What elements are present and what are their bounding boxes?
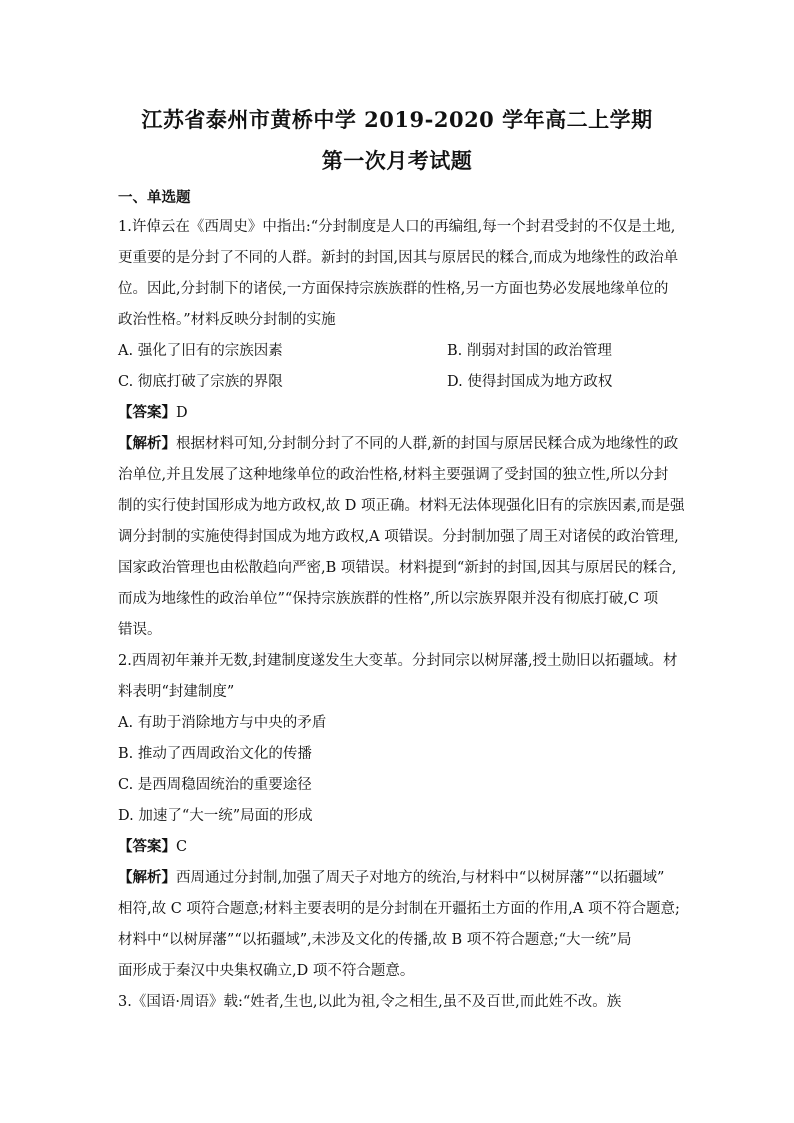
analysis-line: 而成为地缘性的政治单位”“保持宗族族群的性格”,所以宗族界限并没有彻底打破,C 项	[118, 591, 659, 607]
question-2-option-d: D. 加速了“大一统”局面的形成	[118, 808, 313, 824]
analysis-text: 根据材料可知,分封制分封了不同的人群,新的封国与原居民糅合成为地缘性的政	[176, 436, 679, 452]
analysis-line: 面形成于秦汉中央集权确立,D 项不符合题意。	[118, 963, 415, 979]
analysis-label: 【解析】	[118, 869, 176, 886]
question-1-answer	[118, 403, 678, 423]
analysis-line: 材料中“以树屏藩”“以拓疆域”,未涉及文化的传播,故 B 项不符合题意;“大一统”局	[118, 932, 632, 948]
analysis-label: 【解析】	[118, 435, 176, 452]
question-1-analysis	[118, 434, 678, 454]
question-1-line: 1.许倬云在《西周史》中指出:“分封制度是人口的再编组,每一个封君受封的不仅是土地,	[118, 219, 676, 235]
question-2-option-a: A. 有助于消除地方与中央的矛盾	[118, 715, 327, 731]
question-1-line: 位。因此,分封制下的诸侯,一方面保持宗族族群的性格,另一方面也势必发展地缘单位的	[118, 281, 669, 297]
question-3-line: 3.《国语·周语》载:“姓者,生也,以此为祖,令之相生,虽不及百世,而此姓不改。族	[118, 994, 622, 1010]
exam-title-line1: 江苏省泰州市黄桥中学 2019-2020 学年高二上学期	[141, 107, 653, 132]
analysis-line: 相符,故 C 项符合题意;材料主要表明的是分封制在开疆拓土方面的作用,A 项不符合题意;	[118, 901, 680, 917]
question-1-option-d: D. 使得封国成为地方政权	[447, 374, 613, 390]
analysis-line: 错误。	[118, 622, 162, 638]
question-1-option-c: C. 彻底打破了宗族的界限	[118, 374, 283, 390]
answer-value: D	[176, 405, 188, 421]
question-2-line: 料表明“封建制度”	[118, 684, 235, 700]
answer-label: 【答案】	[118, 838, 176, 855]
question-1-option-a: A. 强化了旧有的宗族因素	[118, 343, 283, 359]
question-1-line: 政治性格。”材料反映分封制的实施	[118, 312, 336, 328]
analysis-line: 调分封制的实施使得封国成为地方政权,A 项错误。分封制加强了周王对诸侯的政治管理,	[118, 529, 679, 545]
question-2-analysis	[118, 868, 678, 888]
analysis-line: 国家政治管理也由松散趋向严密,B 项错误。材料提到“新封的封国,因其与原居民的糅合,	[118, 560, 677, 576]
answer-value: C	[176, 839, 188, 855]
question-1-line: 更重要的是分封了不同的人群。新封的封国,因其与原居民的糅合,而成为地缘性的政治单	[118, 250, 679, 266]
analysis-line: 治单位,并且发展了这种地缘单位的政治性格,材料主要强调了受封国的独立性,所以分封	[118, 467, 669, 483]
question-2-line: 2.西周初年兼并无数,封建制度遂发生大变革。分封同宗以树屏藩,授土勋旧以拓疆域。材	[118, 653, 678, 669]
answer-label: 【答案】	[118, 404, 176, 421]
question-2-option-c: C. 是西周稳固统治的重要途径	[118, 777, 312, 793]
question-2-answer	[118, 837, 678, 857]
exam-title-line2: 第一次月考试题	[321, 148, 473, 173]
section-heading: 一、单选题	[118, 189, 191, 206]
analysis-text: 西周通过分封制,加强了周天子对地方的统治,与材料中“以树屏藩”“以拓疆域”	[176, 870, 665, 886]
question-1-option-b: B. 削弱对封国的政治管理	[447, 343, 612, 359]
question-2-option-b: B. 推动了西周政治文化的传播	[118, 746, 312, 762]
analysis-line: 制的实行使封国形成为地方政权,故 D 项正确。材料无法体现强化旧有的宗族因素,而是强	[118, 498, 685, 514]
